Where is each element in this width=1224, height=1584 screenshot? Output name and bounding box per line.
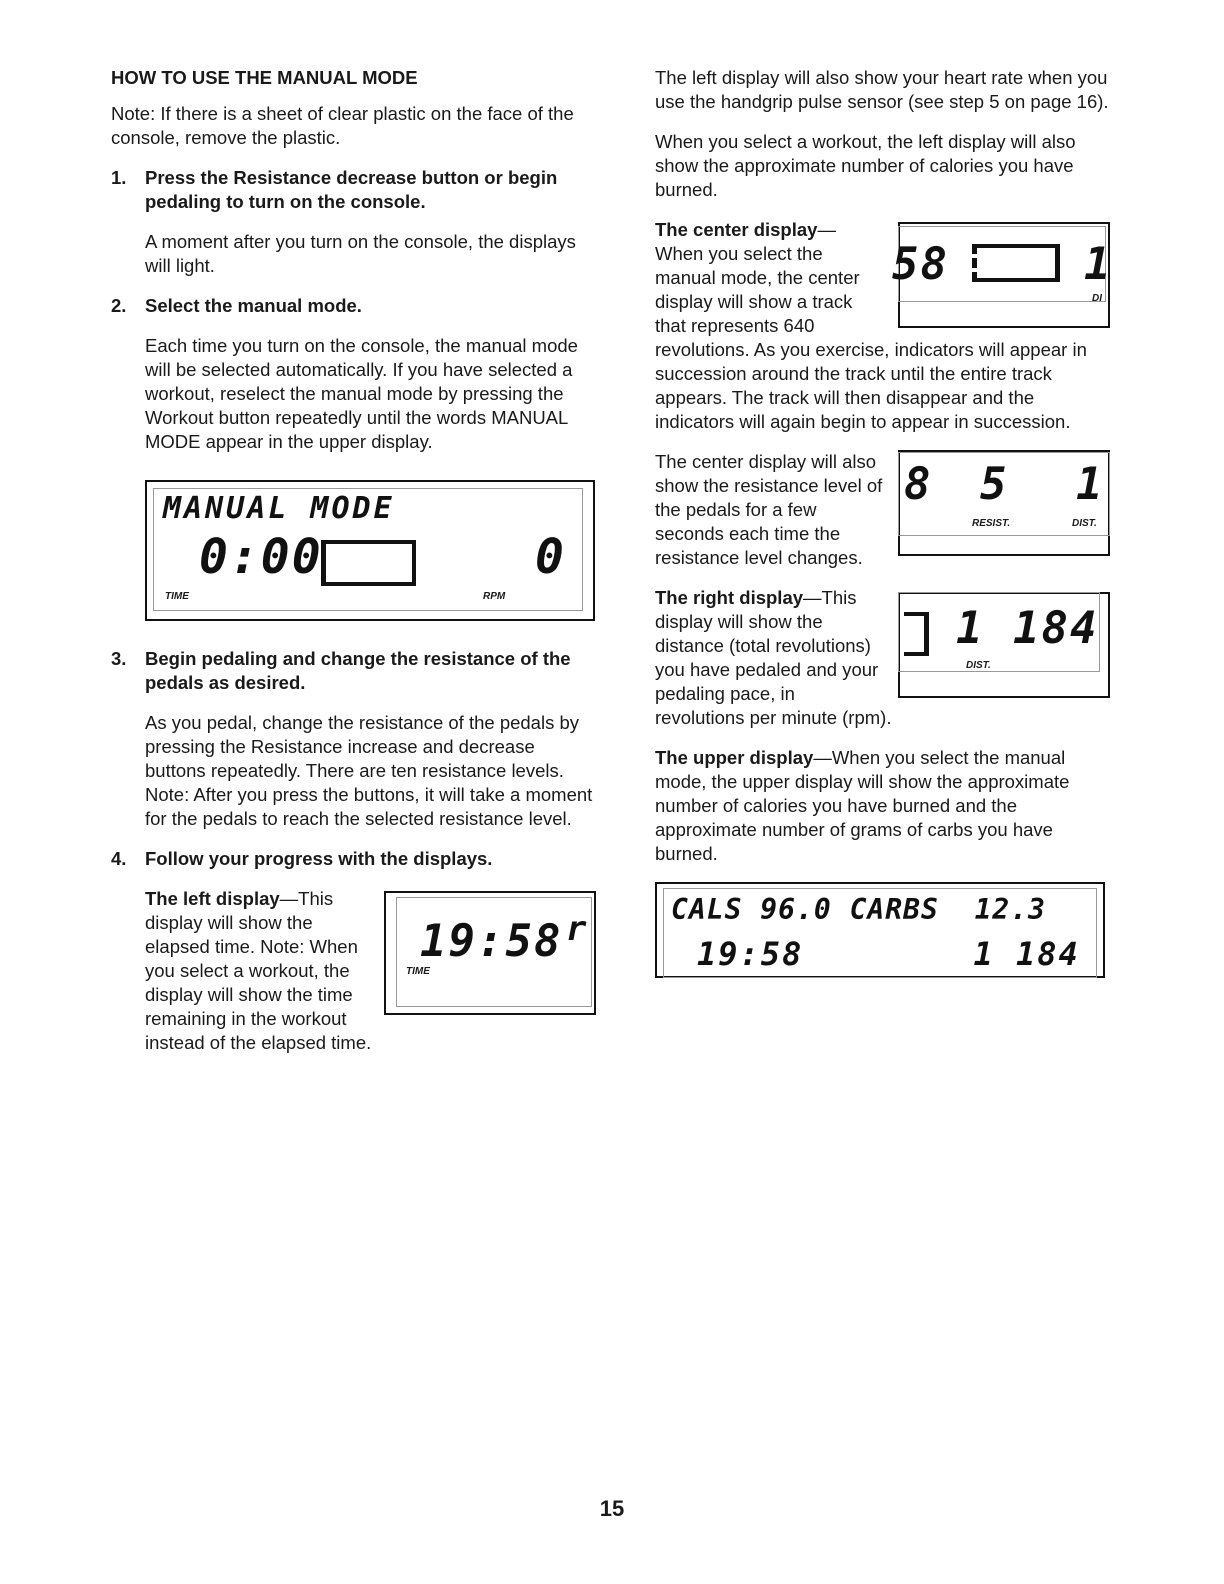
manual-mode-lcd-figure <box>145 480 595 621</box>
lcd-distance-value: 1 184 <box>956 603 1099 654</box>
right-display-title: The right display <box>655 587 804 608</box>
center-display-title: The center display <box>655 219 818 240</box>
calories-text: When you select a workout, the left display will also show the approximate number of calories you have burned. <box>655 131 1076 200</box>
section-heading: HOW TO USE THE MANUAL MODE <box>111 67 418 88</box>
step-title: Press the Resistance decrease button or begin pedaling to turn on the console. <box>145 167 558 212</box>
step-number: 4. <box>111 848 127 869</box>
lcd-track-corner: r <box>566 909 589 949</box>
lcd-time-label: TIME <box>406 966 430 977</box>
lcd-resist-left-digit: 8 <box>904 459 933 510</box>
center-display-lcd-figure <box>892 222 1113 328</box>
lcd-rpm-value: 0 <box>535 529 566 585</box>
upper-display-body: —When you select the manual mode, the upper display will show the approximate number of calories you have burned and the approximate number of grams of carbs you have burned. <box>655 747 1070 864</box>
page-number: 15 <box>599 1496 625 1521</box>
upper-display-lcd-figure <box>655 882 1105 978</box>
center-resist-body: The center display will also show the resistance level of the pedals for a few seconds each time the resistance level changes. <box>655 451 883 568</box>
step-2-body: Each time you turn on the console, the manual mode will be selected automatically. If you have selected a workout, reselect the manual mode by pressing the Workout button repeatedly until the words MANUAL MODE appear in the upper display. <box>145 335 578 452</box>
step-title: Begin pedaling and change the resistance of the pedals as desired. <box>145 648 571 693</box>
step-3-title <box>111 647 596 695</box>
step-number: 2. <box>111 295 127 316</box>
center-resist-description <box>655 450 1110 586</box>
left-column <box>111 66 596 1071</box>
lcd-upper-line2: 19:58 1 184 <box>697 935 1080 973</box>
step-4-title <box>111 847 596 871</box>
right-display-description <box>655 586 1110 746</box>
lcd-resist-right-digit: 1 <box>1076 459 1105 510</box>
left-display-body: —This display will show the elapsed time. Note: When you select a workout, the display will show the time remaining in the workout instead of the elapsed time. <box>145 888 372 1053</box>
heart-rate-text: The left display will also show your heart rate when you use the handgrip pulse sensor (see step 5 on page 16). <box>655 67 1109 112</box>
lcd-dist-label: DIST. <box>1072 518 1097 529</box>
note-text: Note: If there is a sheet of clear plastic on the face of the console, remove the plastic. <box>111 103 574 148</box>
step-2-title <box>111 294 596 318</box>
step-title: Follow your progress with the displays. <box>145 848 493 869</box>
lcd-center-value: 58 <box>892 239 949 290</box>
left-display-title: The left display <box>145 888 280 909</box>
lcd-dist-label: DI <box>1092 293 1102 304</box>
lcd-track-icon <box>972 244 1060 282</box>
lcd-left-time-value: 19:58 <box>420 916 563 967</box>
step-title: Select the manual mode. <box>145 295 362 316</box>
upper-display-title: The upper display <box>655 747 814 768</box>
right-display-body: —This display will show the distance (total revolutions) you have pedaled and your pedaling pace, in revolutions per minute (rpm). <box>655 587 892 728</box>
step-1-body: A moment after you turn on the console, the displays will light. <box>145 231 576 276</box>
step-number: 1. <box>111 167 127 188</box>
lcd-mode-text: MANUAL MODE <box>163 491 395 526</box>
lcd-track-corner-icon <box>904 612 929 656</box>
lcd-time-value: 0:00 <box>199 529 323 585</box>
lcd-track-icon <box>321 540 416 586</box>
lcd-center-right-digit: 1 <box>1084 239 1113 290</box>
left-display-lcd-figure <box>384 891 596 1015</box>
lcd-dist-label: DIST. <box>966 660 991 671</box>
step-1-title <box>111 166 596 214</box>
center-resist-lcd-figure <box>898 450 1110 556</box>
lcd-time-label: TIME <box>165 591 189 602</box>
center-display-description <box>655 218 1113 450</box>
center-display-body: —When you select the manual mode, the center display will show a track that represents 640 revolutions. As you exercise, indicators will appear in succession around the track until the entire track appears. The track will then disappear and the indicators will again begin to appear in succession. <box>655 219 1087 432</box>
lcd-upper-line1: CALS 96.0 CARBS 12.3 <box>671 893 1047 926</box>
step-number: 3. <box>111 648 127 669</box>
lcd-resist-label: RESIST. <box>972 518 1011 529</box>
right-display-lcd-figure <box>898 592 1110 698</box>
step-3-body: As you pedal, change the resistance of the pedals by pressing the Resistance increase and decrease buttons repeatedly. There are ten resistance levels. Note: After you press the buttons, it will take a moment for the pedals to reach the selected resistance level. <box>145 712 593 829</box>
lcd-resist-level: 5 <box>980 459 1009 510</box>
right-column <box>655 66 1113 978</box>
lcd-rpm-label: RPM <box>483 591 506 602</box>
left-display-description <box>111 887 596 1071</box>
